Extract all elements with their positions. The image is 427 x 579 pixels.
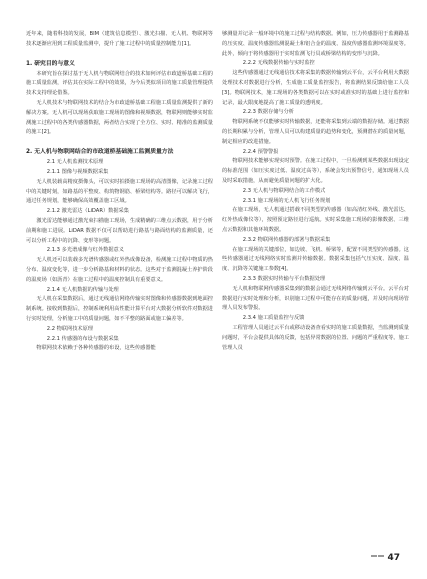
subsection-heading: 2.2 物联网技术原理 xyxy=(46,325,93,332)
page-number: 47 xyxy=(387,553,400,563)
paragraph: 无人机和物联网传感器采集到的数据会通过无线网络传输到云平台。云平台对数据进行实时处理和分析，识别施工过程中可能存在的质量问题，并及时向现场管理人员发布警报。 xyxy=(222,285,409,312)
paragraph: 激光雷达能够通过激光束扫描施工现场，生成精确的三维点云数据，用于分析前期和施工进展。LiDAR 数据不仅可以帮助进行路基与路面结构的监测质量，还可以分析工程中的沉降、变形等问题。 xyxy=(26,217,213,244)
paragraph: 物联网技术能够实现实时预警。在施工过程中，一旦检测到某些数据出现设定的标准范围（如压实度过低、温度过高等），系统会发出预警信号，通知现场人员及时采取措施，从而避免质量问题的扩大化。 xyxy=(222,158,409,184)
subsection-heading: 2.2.2 无线数据传输与实时监控 xyxy=(242,60,315,67)
subsection-heading: 2.3.2 物联网传感器的部署与数据采集 xyxy=(242,236,331,243)
paragraph: 够测量并记录一般环境中的施工过程与结构数据。例如，压力传感器用于监测路基的压实度、温度传感器监测混凝土和铝合金的温度、湿度传感器监测环境湿度等。此外，倾向于将传感器用于实时监测飞行员或桥梁结构的变形与沉降。 xyxy=(222,31,409,57)
paragraph: 无人机技术与物联网技术的结合为市政道桥基础工程施工质量监测提供了新的解决方案。无人机可以现场获取施工现场的图像和视频数据，物联网则能够实时监测施工过程中的各类传感器数据，两者结合实现了全方位、实时、精准的监测质量的施工[2]。 xyxy=(26,99,213,136)
subsection-heading: 2.3.3 数据实时传输与平台数据处理 xyxy=(242,275,326,282)
footer-mark-right xyxy=(378,555,384,557)
left-column xyxy=(26,30,213,354)
right-column xyxy=(222,30,409,353)
subsection-heading: 2.2.3 数据存储与分析 xyxy=(242,109,294,116)
footer-mark-left xyxy=(371,555,377,557)
subsection-heading: 2.3.1 施工现场的无人机飞行任务规划 xyxy=(242,197,331,204)
paragraph: 物联网技术依赖于各种传感器的布设，这些传感器能 xyxy=(36,345,156,352)
paragraph: 无人机还可以装载多光谱传感器或红外热成像设备，检测施工过程中物质的热分布、温度变化等，进一步分析路基和材料的状态。这些对于监测混凝土养护阶段的温度场（如沥青）在施工过程中的温度控制具有重要意义。 xyxy=(26,257,213,283)
subsection-heading: 2.2.1 传感器的布设与数据采集 xyxy=(46,335,119,342)
section-heading: 2. 无人机与物联网结合的市政道桥基础施工监测质量方法 xyxy=(26,149,174,156)
paragraph: 无人机在采集数据后，通过无线通信网络传输实时图像和传感器数据到地面控制系统。接收到数据后，控制系统利用高性能计算平台对大数据分析软件对数据进行实时处理，分析施工中的质量问题，如不平整的路面或施工偏差等。 xyxy=(26,296,213,322)
subsection-heading: 2.1.2 激光雷达（LiDAR）数据采集 xyxy=(46,208,129,215)
paragraph: 无人机装载高精度摄像头，可以实时拍摄施工现场的高清图像，记录施工过程中的关键时刻，如路基的平整度、构筑物钢筋、桥梁结构等。路径可以解决飞行，通过任务规划，能够确保高效覆盖施工区域。 xyxy=(26,178,213,205)
subsection-heading: 2.1.3 多光谱成像与红外数据意义 xyxy=(46,247,124,254)
subsection-heading: 2.3 无人机与物联网结合的工作模式 xyxy=(242,187,326,194)
paragraph: 物联网系统不仅能够实时传输数据，还能将采集到云端的数据存储。通过数据的长期积累与分析，管理人员可以构建质量的趋势和变化，预测潜在的质量问题，制定相应的改进措施。 xyxy=(222,119,409,145)
subsection-heading: 2.1.1 图像与视频数据采集 xyxy=(46,168,109,175)
paragraph: 本研究旨在探讨基于无人机与物联网结合的技术如何评估市政道桥基础工程的施工质量监测，评估其在实际工程中的效果，为今后类似项目的施工质量管理提供技术支持理论借鉴。 xyxy=(26,70,213,97)
paragraph: 这些传感器通过无线通信技术将采集的数据传输到云平台，云平台利用大数据处理技术对数据进行分析，生成施工质量监控报告，将监测结果反馈给施工人员[3]。物联网技术，施工现场的各类数据可以在实时或准实时的基础上进行监控和记录，最大限度地提高了施工质量的透明度。 xyxy=(222,70,409,106)
section-heading: 1. 研究目的与意义 xyxy=(26,60,75,67)
paragraph: 工程管理人员通过云平台或移动设备查看实时的施工质量数据，当监测到质量问题时，平台会提供具体的反馈，包括异常数据的位置、问题的严重程度等。施工管理人员 xyxy=(222,324,409,351)
paragraph: 在施工现场的关键部位，如边坡、飞机、桥梁等，配置不同类型的传感器。这些传感器通过无线网络实时监测并传输数据。数据采集包括气压实度、湿度、温度、沉降等关键施工参数[4]。 xyxy=(222,246,409,273)
subsection-heading: 2.3.4 施工质量监控与反馈 xyxy=(242,315,305,322)
subsection-heading: 2.1 无人机监测技术原理 xyxy=(46,159,104,166)
paragraph: 近年来，随着科技的发展，BIM（建筑信息模型）、激光扫描、无人机、物联网等技术逐渐应用到工程质量监测中，提升了施工过程中的质量控制能力[1]。 xyxy=(26,31,213,47)
subsection-heading: 2.2.4 预警警报 xyxy=(242,148,279,155)
subsection-heading: 2.1.4 无人机数据的传输与处理 xyxy=(46,286,119,293)
paragraph: 在施工现场，无人机通过搭载不同类型的传感器（如高清红外线、激光雷达、红外热成像仪等），按照预定路径进行巡航。实时采集施工现场的影像数据、三维点云数据和其他环境数据。 xyxy=(222,207,409,233)
